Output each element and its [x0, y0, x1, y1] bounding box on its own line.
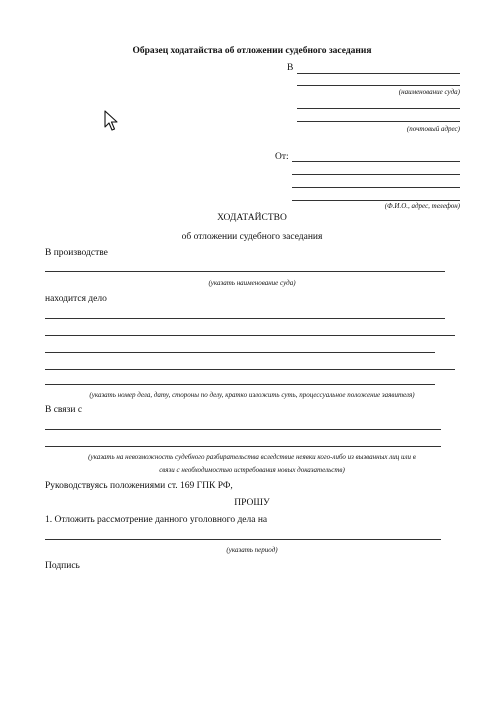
case-line-3 [45, 352, 435, 353]
guided-by-text: Руководствуясь положениями ст. 169 ГПК РФ, [45, 481, 233, 491]
from-line-3 [292, 187, 460, 188]
from-prefix: От: [275, 152, 289, 162]
to-prefix: В [287, 63, 294, 73]
court-name-caption: (наименование суда) [398, 88, 460, 96]
postal-line-2 [297, 121, 460, 122]
arrow-pointer-icon [104, 110, 118, 132]
from-line-4 [292, 200, 460, 201]
court-specify-line [45, 271, 445, 272]
reason-caption-line1: (указать на невозможность судебного разбирательства вследствие неявки кого-либо из вызванных лиц или в [88, 453, 416, 461]
request-heading: ПРОШУ [234, 498, 270, 508]
postal-line-1 [297, 108, 460, 109]
case-line-4 [45, 369, 455, 370]
period-line [45, 539, 441, 540]
item-1-text: 1. Отложить рассмотрение данного уголовного дела на [45, 515, 268, 525]
court-line-1 [297, 73, 460, 74]
case-line-5 [45, 384, 435, 385]
specify-court-caption: (указать наименование суда) [208, 279, 296, 287]
from-line-2 [292, 174, 460, 175]
case-caption: (указать номер дела, дату, стороны по делу, кратко изложить суть, процессуальное положение заявителя) [89, 391, 415, 399]
postal-caption: (почтовый адрес) [406, 125, 460, 133]
in-proceedings-label: В производстве [45, 248, 108, 258]
due-to-label: В связи с [45, 405, 83, 415]
reason-caption-line2: связи с необходимостью истребования новых доказательств) [159, 466, 345, 474]
case-pending-label: находится дело [45, 294, 107, 304]
heading: ХОДАТАЙСТВО [217, 213, 287, 223]
subheading: об отложении судебного заседания [181, 232, 323, 242]
reason-line-1 [45, 429, 441, 430]
court-line-2 [297, 85, 460, 86]
case-line-1 [45, 318, 445, 319]
from-line-1 [292, 161, 460, 162]
case-line-2 [45, 335, 455, 336]
signature-label: Подпись [45, 561, 80, 571]
period-caption: (указать период) [226, 546, 278, 554]
document-title: Образец ходатайства об отложении судебного заседания [132, 46, 372, 56]
from-caption: (Ф.И.О., адрес, телефон) [384, 202, 460, 210]
reason-line-2 [45, 446, 441, 447]
